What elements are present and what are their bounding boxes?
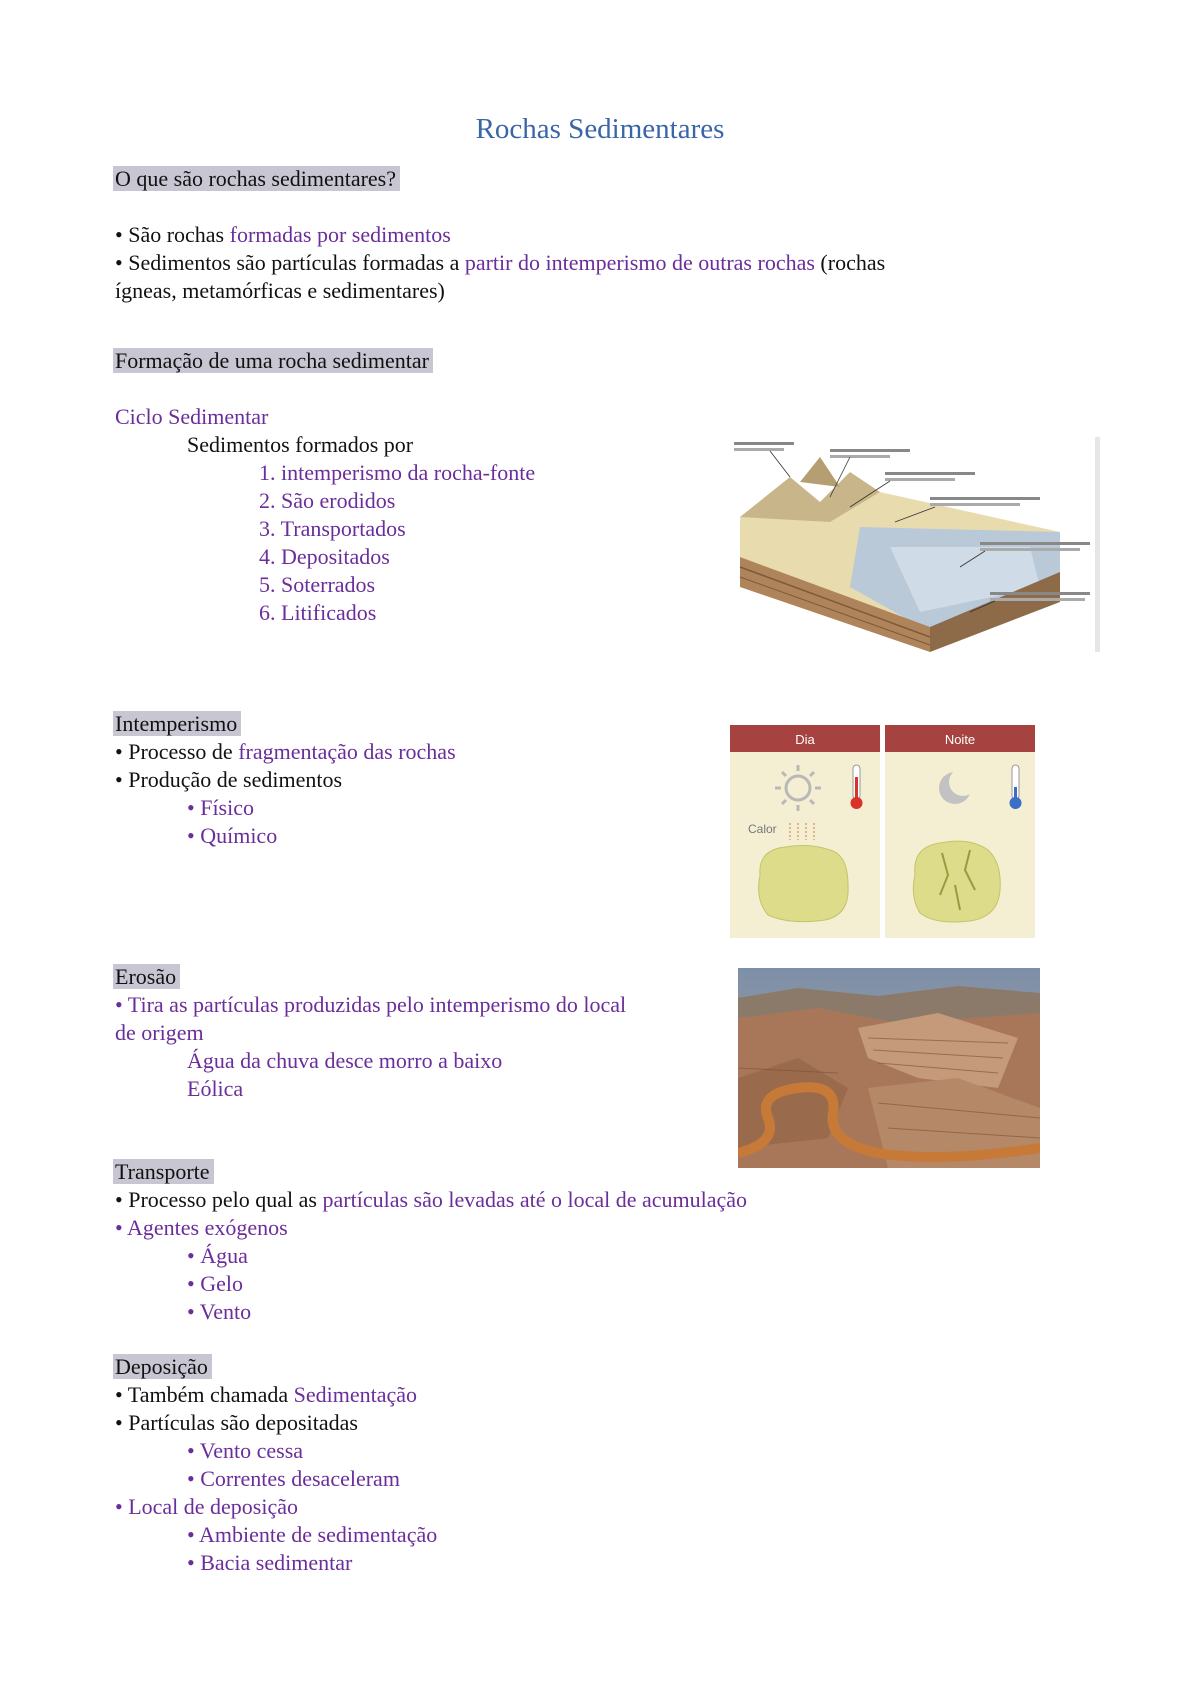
bullet: • São rochas formadas por sedimentos <box>115 222 451 247</box>
bullet: • Agentes exógenos <box>115 1215 288 1240</box>
sub-bullet: • Correntes desaceleram <box>187 1466 400 1491</box>
section-erosion <box>115 963 626 1103</box>
subheading: Ciclo Sedimentar <box>115 404 269 429</box>
bullet: • Local de deposição <box>115 1494 299 1519</box>
rock-day <box>759 846 849 922</box>
bullet: • Também chamada Sedimentação <box>115 1382 418 1407</box>
section-heading: Formação de uma rocha sedimentar <box>113 348 433 373</box>
sub-bullet: • Vento <box>187 1299 252 1324</box>
step-item: 2. São erodidos <box>259 488 396 513</box>
sub-item: Água da chuva desce morro a baixo <box>187 1048 503 1073</box>
highlight-text: fragmentação das rochas <box>238 739 456 764</box>
section-deposition <box>115 1353 437 1577</box>
highlight-text: partir do intemperismo de outras rochas <box>464 250 815 275</box>
section-weathering <box>115 710 456 850</box>
bullet-continuation: ígneas, metamórficas e sedimentares) <box>115 278 445 303</box>
sub-bullet: • Ambiente de sedimentação <box>187 1522 438 1547</box>
sub-bullet: • Bacia sedimentar <box>187 1550 353 1575</box>
section-heading: Erosão <box>113 964 180 989</box>
bullet-continuation: de origem <box>115 1020 204 1045</box>
step-item: 1. intemperismo da rocha-fonte <box>259 460 536 485</box>
section-transport <box>115 1158 747 1326</box>
bullet: • Produção de sedimentos <box>115 767 343 792</box>
sub-bullet: • Gelo <box>187 1271 243 1296</box>
heat-label: Calor <box>748 822 777 836</box>
bullet: • Sedimentos são partículas formadas a partir do intemperismo de outras rochas (rochas <box>115 250 886 275</box>
bullet: • Tira as partículas produzidas pelo intemperismo do local <box>115 992 627 1017</box>
step-item: 6. Litificados <box>259 600 377 625</box>
bullet: • Partículas são depositadas <box>115 1410 358 1435</box>
section-heading: O que são rochas sedimentares? <box>113 166 400 191</box>
section-formation <box>115 347 535 627</box>
highlight-text: Sedimentação <box>293 1382 418 1407</box>
step-item: 4. Depositados <box>259 544 390 569</box>
day-night-weathering-figure <box>730 725 1035 938</box>
night-label: Noite <box>944 732 976 747</box>
section-heading: Intemperismo <box>113 711 241 736</box>
rock-night-cracked <box>913 841 1000 922</box>
sub-bullet: • Físico <box>187 795 254 820</box>
sedimentary-cycle-diagram <box>730 437 1100 652</box>
intro-text: Sedimentos formados por <box>187 432 414 457</box>
highlight-text: formadas por sedimentos <box>229 222 451 247</box>
highlight-text: partículas são levadas até o local de acumulação <box>322 1187 748 1212</box>
sub-bullet: • Água <box>187 1243 248 1268</box>
bullet: • Processo pelo qual as partículas são levadas até o local de acumulação <box>115 1187 748 1212</box>
sub-bullet: • Químico <box>187 823 278 848</box>
sub-item: Eólica <box>187 1076 244 1101</box>
page-title: Rochas Sedimentares <box>475 113 725 145</box>
step-item: 3. Transportados <box>259 516 406 541</box>
section-heading: Deposição <box>113 1354 212 1379</box>
bullet: • Processo de fragmentação das rochas <box>115 739 456 764</box>
section-heading: Transporte <box>113 1159 214 1184</box>
day-label: Dia <box>795 732 815 747</box>
canyon-photo <box>738 968 1040 1168</box>
sub-bullet: • Vento cessa <box>187 1438 304 1463</box>
section-what-are <box>115 165 885 305</box>
step-item: 5. Soterrados <box>259 572 376 597</box>
